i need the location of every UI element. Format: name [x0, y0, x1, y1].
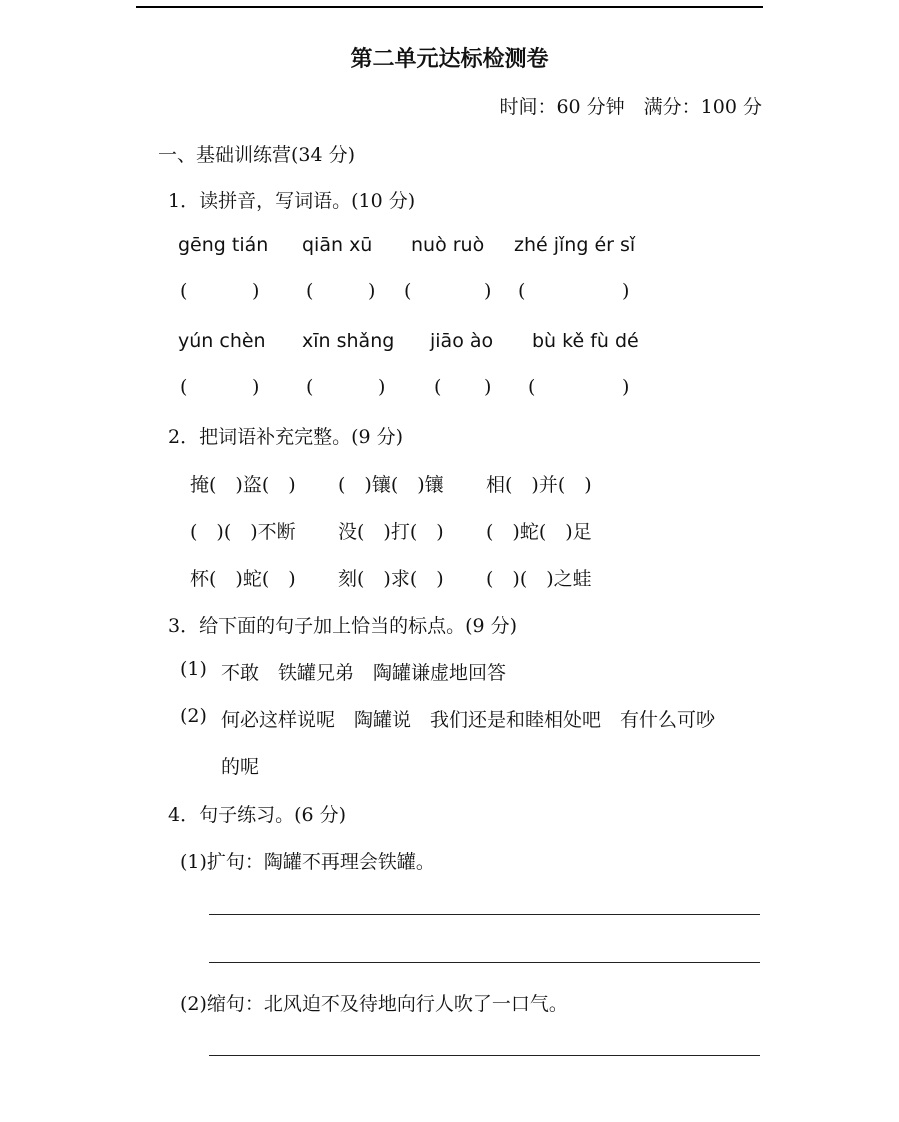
- pinyin-5: yún chèn: [178, 330, 266, 352]
- page-title: 第二单元达标检测卷: [350, 47, 549, 72]
- answer-bracket-open: (: [404, 280, 412, 302]
- answer-line[interactable]: [209, 962, 760, 963]
- answer-bracket-close: ): [622, 280, 630, 302]
- exam-meta: 时间：60 分钟 满分：100 分: [499, 96, 762, 118]
- idiom-blank: ( )镶( )镶: [338, 474, 444, 496]
- answer-bracket-open: (: [434, 376, 442, 398]
- idiom-blank: ( )( )之蛙: [486, 568, 592, 590]
- pinyin-4: zhé jǐng ér sǐ: [514, 234, 636, 256]
- answer-bracket-close: ): [622, 376, 630, 398]
- shorten-sentence-prompt: (2)缩句：北风迫不及待地向行人吹了一口气。: [180, 993, 568, 1015]
- item-number: (1): [180, 658, 207, 680]
- question-4-stem: 4．句子练习。(6 分): [168, 804, 347, 826]
- top-rule: [136, 6, 763, 8]
- answer-bracket-open: (: [306, 376, 314, 398]
- idiom-blank: 杯( )蛇( ): [190, 568, 296, 590]
- pinyin-2: qiān xū: [302, 234, 373, 256]
- answer-bracket-open: (: [528, 376, 536, 398]
- punctuation-sentence-2: 何必这样说呢 陶罐说 我们还是和睦相处吧 有什么可吵: [221, 709, 716, 731]
- pinyin-6: xīn shǎng: [302, 330, 395, 352]
- answer-bracket-close: ): [484, 376, 492, 398]
- answer-bracket-close: ): [484, 280, 492, 302]
- answer-line[interactable]: [209, 1055, 760, 1056]
- item-number: (2): [180, 705, 207, 727]
- section-heading: 一、基础训练营(34 分): [158, 144, 356, 166]
- idiom-blank: ( )( )不断: [190, 521, 296, 543]
- question-2-stem: 2．把词语补充完整。(9 分): [168, 426, 404, 448]
- answer-bracket-close: ): [378, 376, 386, 398]
- answer-bracket-open: (: [180, 376, 188, 398]
- pinyin-7: jiāo ào: [430, 330, 494, 352]
- pinyin-1: gēng tián: [178, 234, 269, 256]
- idiom-blank: 掩( )盗( ): [190, 474, 296, 496]
- idiom-blank: 刻( )求( ): [338, 568, 444, 590]
- answer-bracket-close: ): [252, 280, 260, 302]
- answer-bracket-open: (: [306, 280, 314, 302]
- punctuation-sentence-2-cont: 的呢: [221, 756, 260, 778]
- idiom-blank: 没( )打( ): [338, 521, 444, 543]
- pinyin-8: bù kě fù dé: [532, 330, 639, 352]
- question-3-stem: 3．给下面的句子加上恰当的标点。(9 分): [168, 615, 518, 637]
- answer-bracket-open: (: [180, 280, 188, 302]
- answer-bracket-open: (: [518, 280, 526, 302]
- answer-bracket-close: ): [368, 280, 376, 302]
- idiom-blank: ( )蛇( )足: [486, 521, 592, 543]
- idiom-blank: 相( )并( ): [486, 474, 592, 496]
- pinyin-3: nuò ruò: [411, 234, 485, 256]
- question-1-stem: 1．读拼音，写词语。(10 分): [168, 190, 416, 212]
- expand-sentence-prompt: (1)扩句：陶罐不再理会铁罐。: [180, 851, 435, 873]
- answer-bracket-close: ): [252, 376, 260, 398]
- answer-line[interactable]: [209, 914, 760, 915]
- punctuation-sentence-1: 不敢 铁罐兄弟 陶罐谦虚地回答: [221, 662, 507, 684]
